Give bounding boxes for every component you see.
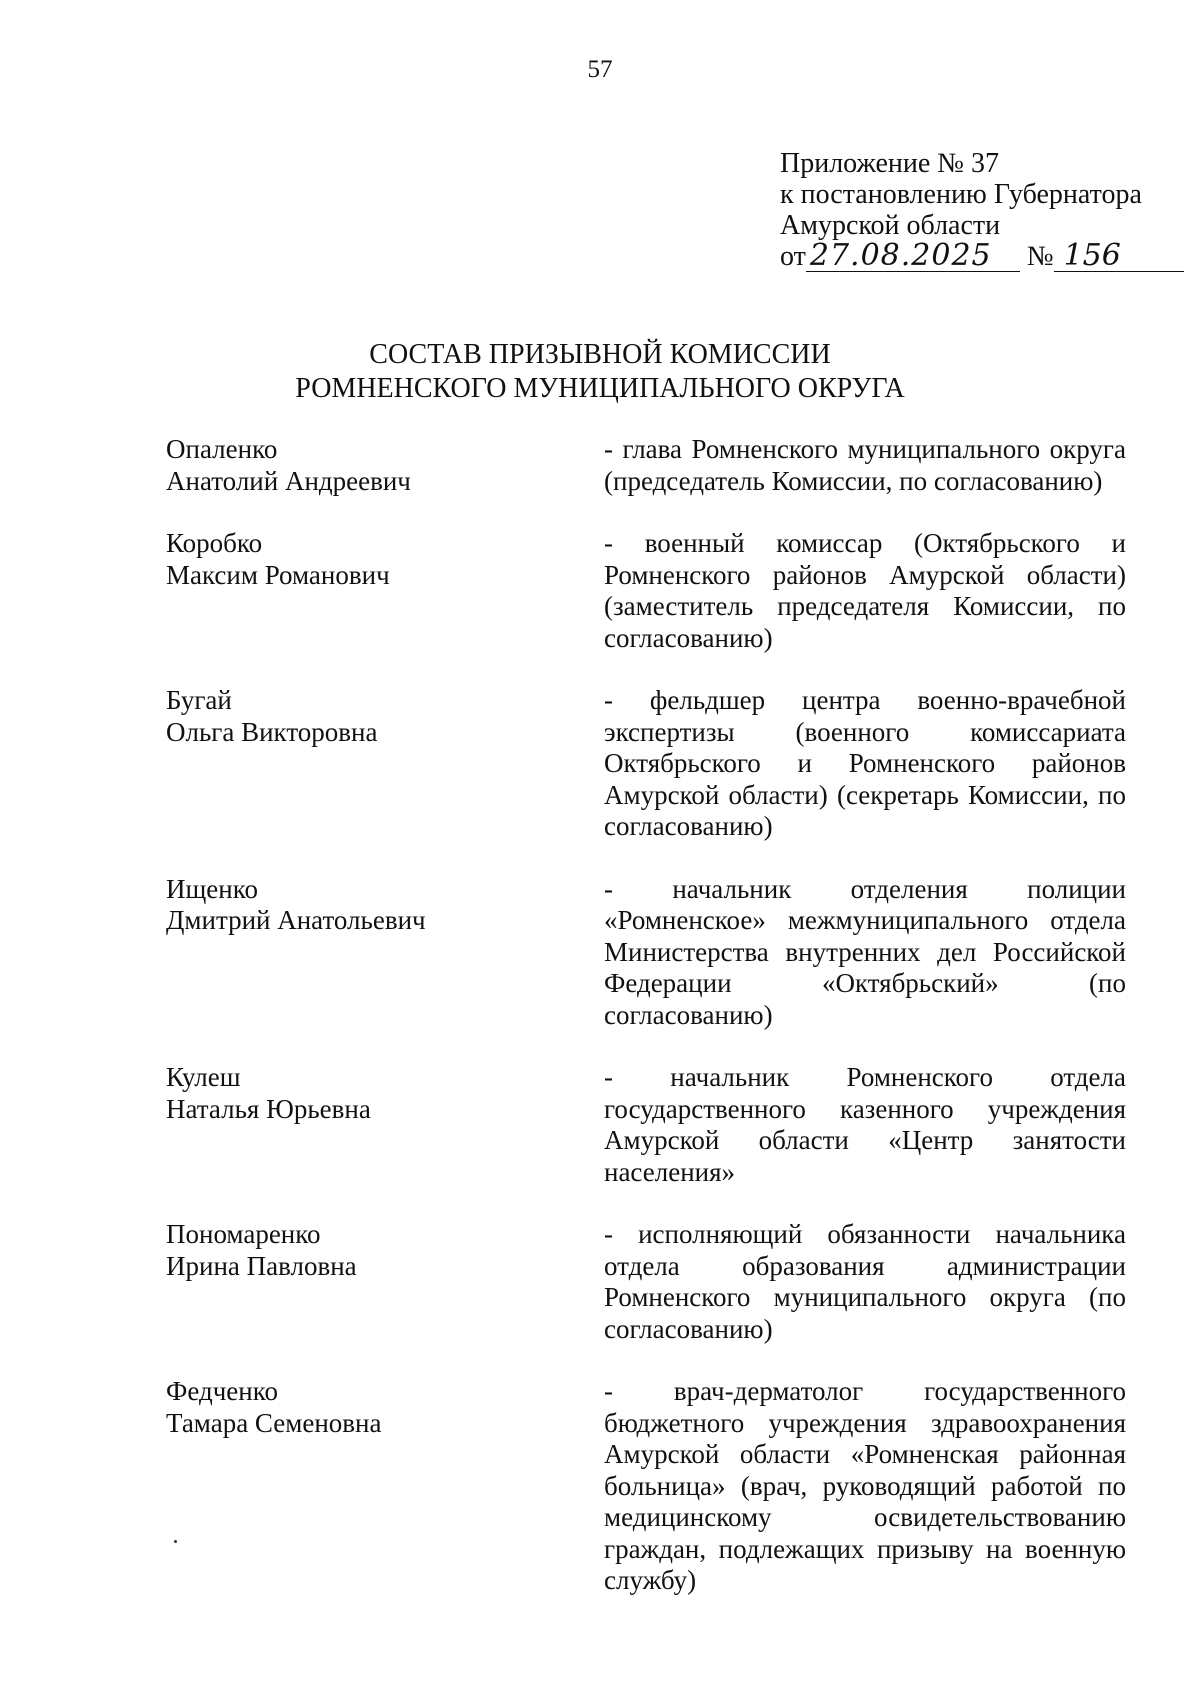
appendix-reference: к постановлению Губернатора (780, 179, 1142, 210)
handwritten-number: 156 (1054, 241, 1184, 272)
title-line-1: СОСТАВ ПРИЗЫВНОЙ КОМИССИИ (369, 339, 831, 370)
member-surname: Коробко (166, 528, 263, 558)
member-role: - военный комиссар (Октябрьского и Ромненского районов Амурской области) (заместитель председателя Комиссии, по согласованию) (604, 528, 1126, 653)
appendix-number: Приложение № 37 (780, 148, 999, 179)
appendix-header (780, 148, 1184, 272)
member-role: - глава Ромненского муниципального округа (председатель Комиссии, по согласованию) (604, 434, 1126, 496)
member-name (166, 685, 566, 843)
member-role: - исполняющий обязанности начальника отдела образования администрации Ромненского муниципального округа (по согласованию) (604, 1219, 1126, 1344)
number-prefix: № (1026, 241, 1054, 272)
member-entry (166, 1219, 1126, 1345)
member-entry (166, 528, 1126, 654)
member-surname: Бугай (166, 685, 232, 715)
member-role: - фельдшер центра военно-врачебной экспертизы (военного комиссариата Октябрьского и Ромненского районов Амурской области) (секретарь Комиссии, по согласованию) (604, 685, 1126, 841)
page-number: 57 (587, 56, 613, 83)
member-given-names: Максим Романович (166, 559, 390, 590)
member-given-names: Анатолий Андреевич (166, 465, 411, 496)
member-surname: Опаленко (166, 434, 278, 464)
member-name (166, 434, 566, 497)
member-name (166, 528, 566, 654)
member-surname: Пономаренко (166, 1219, 321, 1249)
member-surname: Кулеш (166, 1062, 241, 1092)
member-entry (166, 1062, 1126, 1188)
member-entry (166, 685, 1126, 843)
document-title (0, 338, 1200, 406)
member-name (166, 1219, 566, 1345)
member-name (166, 874, 566, 1032)
member-role: - начальник отделения полиции «Ромненское» межмуниципального отдела Министерства внутренних дел Российской Федерации «Октябрьский» (по согласованию) (604, 873, 1126, 1030)
date-prefix: от (780, 241, 806, 272)
handwritten-date: 27.08.2025 (806, 241, 1020, 272)
member-entry (166, 434, 1126, 497)
scan-speck (174, 1540, 177, 1543)
member-surname: Федченко (166, 1376, 278, 1406)
member-given-names: Ирина Павловна (166, 1250, 357, 1281)
member-entry (166, 1376, 1126, 1597)
member-surname: Ищенко (166, 873, 258, 904)
commission-members-list (166, 434, 1126, 1597)
appendix-region: Амурской области (780, 210, 1001, 241)
member-given-names: Ольга Викторовна (166, 716, 378, 747)
member-given-names: Наталья Юрьевна (166, 1093, 371, 1124)
member-role: - врач-дерматолог государственного бюджетного учреждения здравоохранения Амурской области «Ромненская районная больница» (врач, руководящий работой по медицинскому освидетельствованию граждан, подлежащих призыву на военную службу) (604, 1376, 1126, 1595)
member-role: - начальник Ромненского отдела государственного казенного учреждения Амурской области «Центр занятости населения» (604, 1062, 1126, 1187)
member-name (166, 1062, 566, 1188)
decree-date-line (780, 238, 1184, 273)
member-given-names: Тамара Семеновна (166, 1407, 382, 1438)
title-line-2: РОМНЕНСКОГО МУНИЦИПАЛЬНОГО ОКРУГА (295, 373, 905, 404)
member-name (166, 1376, 566, 1597)
member-entry (166, 874, 1126, 1032)
member-given-names: Дмитрий Анатольевич (166, 905, 426, 935)
